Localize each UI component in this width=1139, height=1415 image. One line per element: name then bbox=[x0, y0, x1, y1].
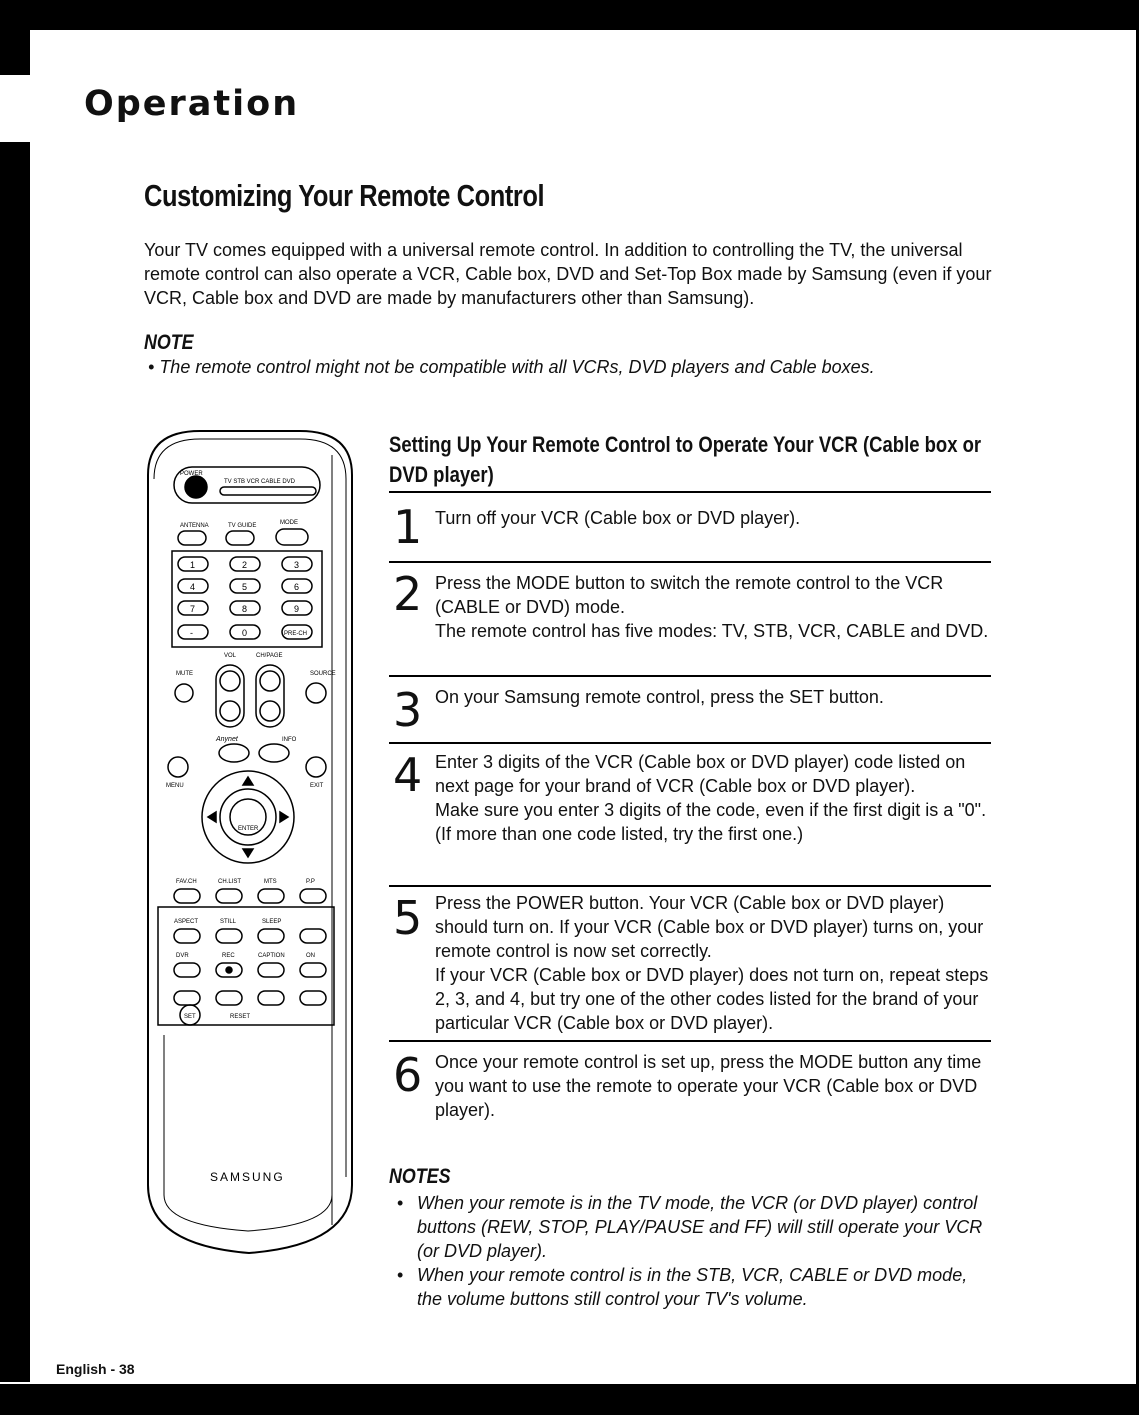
digit-4: 4 bbox=[190, 582, 196, 592]
favch-button bbox=[174, 889, 200, 903]
step-number: 6 bbox=[393, 1048, 423, 1102]
chlist-label: CH.LIST bbox=[218, 879, 242, 885]
rew-button bbox=[174, 991, 200, 1005]
anynet-button bbox=[219, 744, 249, 762]
step-4 bbox=[389, 742, 991, 882]
step-line: Press the MODE button to switch the remote control to the VCR (CABLE or DVD) mode. bbox=[435, 573, 944, 617]
digit-6: 6 bbox=[294, 582, 300, 592]
remote-control-illustration bbox=[140, 425, 358, 1255]
remote-control-svg bbox=[140, 425, 358, 1255]
play-pause-button bbox=[258, 991, 284, 1005]
step-divider bbox=[389, 561, 991, 563]
step-2 bbox=[389, 561, 991, 671]
step-text bbox=[435, 1050, 991, 1122]
tvguide-label: TV GUIDE bbox=[228, 523, 257, 529]
digit-8: 8 bbox=[242, 604, 248, 614]
ch-up-icon bbox=[260, 671, 280, 691]
digit-dash: - bbox=[190, 628, 193, 638]
step-number: 5 bbox=[393, 891, 423, 945]
sleep-button bbox=[258, 929, 284, 943]
note-label: NOTE bbox=[144, 331, 194, 354]
volume-rocker bbox=[216, 665, 244, 727]
favch-label: FAV.CH bbox=[176, 879, 197, 885]
exit-label: EXIT bbox=[310, 783, 324, 789]
mute-button bbox=[175, 684, 193, 702]
step-text bbox=[435, 891, 991, 1035]
mode-button bbox=[276, 529, 308, 545]
digit-3: 3 bbox=[294, 560, 300, 570]
down-small-button bbox=[300, 963, 326, 977]
pp-button bbox=[300, 889, 326, 903]
stop-button bbox=[216, 991, 242, 1005]
step-line: Press the POWER button. Your VCR (Cable box or DVD player) should turn on. If your VCR (Cable box or DVD player) turns on, your remote control is now set correctly. bbox=[435, 893, 984, 961]
tvguide-button bbox=[226, 531, 254, 545]
still-label: STILL bbox=[220, 919, 237, 925]
step-divider bbox=[389, 675, 991, 677]
arrow-right-icon bbox=[280, 812, 288, 822]
prech-label: PRE-CH bbox=[284, 631, 308, 637]
antenna-label: ANTENNA bbox=[180, 523, 209, 529]
info-label: INFO bbox=[282, 737, 297, 743]
section-title: Operation bbox=[84, 84, 300, 124]
step-line: Turn off your VCR (Cable box or DVD player). bbox=[435, 508, 801, 528]
left-border bbox=[0, 142, 30, 1382]
mode-indicator bbox=[220, 487, 316, 495]
step-number: 2 bbox=[393, 567, 423, 621]
sleep-label: SLEEP bbox=[262, 919, 282, 925]
menu-label: MENU bbox=[166, 783, 184, 789]
digit-5: 5 bbox=[242, 582, 248, 592]
intro-paragraph: Your TV comes equipped with a universal remote control. In addition to controlling the TV, the universal remote control can also operate a VCR, Cable box, DVD and Set-Top Box made by Samsung (even if your VCR, Cable box and DVD are made by manufacturers other than Samsung). bbox=[144, 240, 992, 308]
dvr-label: DVR bbox=[176, 953, 189, 959]
exit-button bbox=[306, 757, 326, 777]
top-border bbox=[0, 0, 1139, 30]
heading-rule bbox=[389, 491, 991, 493]
arrow-left-icon bbox=[208, 812, 216, 822]
step-divider bbox=[389, 1040, 991, 1042]
antenna-button bbox=[178, 531, 206, 545]
step-5 bbox=[389, 885, 991, 1035]
mode-button-label: MODE bbox=[280, 520, 298, 526]
step-3 bbox=[389, 675, 991, 735]
step-line: Once your remote control is set up, press the MODE button any time you want to use the remote to operate your VCR (Cable box or DVD player). bbox=[435, 1052, 982, 1120]
step-line: If your VCR (Cable box or DVD player) does not turn on, repeat steps 2, 3, and 4, but try one of the other codes listed for the brand of your particular VCR (Cable box or DVD player). bbox=[435, 965, 989, 1033]
step-text bbox=[435, 571, 991, 643]
step-number: 1 bbox=[393, 500, 423, 554]
step-line: Enter 3 digits of the VCR (Cable box or DVD player) code listed on next page for your brand of VCR (Cable box or DVD player). bbox=[435, 752, 966, 796]
step-text bbox=[435, 685, 991, 709]
digit-7: 7 bbox=[190, 604, 196, 614]
menu-button bbox=[168, 757, 188, 777]
reset-label: RESET bbox=[230, 1014, 251, 1020]
info-button bbox=[259, 744, 289, 762]
notes-label: NOTES bbox=[389, 1165, 451, 1188]
samsung-logo: SAMSUNG bbox=[210, 1170, 285, 1184]
step-text bbox=[435, 750, 991, 846]
set-label: SET bbox=[184, 1014, 196, 1020]
step-line: The remote control has five modes: TV, STB, VCR, CABLE and DVD. bbox=[435, 621, 989, 641]
vol-down-icon bbox=[220, 701, 240, 721]
mute-label: MUTE bbox=[176, 671, 193, 677]
step-number: 4 bbox=[393, 748, 423, 802]
note-text-body: The remote control might not be compatible with all VCRs, DVD players and Cable boxes. bbox=[159, 357, 875, 377]
enter-label: ENTER bbox=[238, 826, 259, 832]
mode-labels: TV STB VCR CABLE DVD bbox=[224, 479, 296, 485]
on-label: ON bbox=[306, 953, 315, 959]
aspect-label: ASPECT bbox=[174, 919, 199, 925]
caption-label: CAPTION bbox=[258, 953, 285, 959]
mts-label: MTS bbox=[264, 879, 277, 885]
aspect-button bbox=[174, 929, 200, 943]
power-button bbox=[185, 476, 207, 498]
setup-heading: Setting Up Your Remote Control to Operate Your VCR (Cable box or DVD player) bbox=[389, 432, 982, 487]
step-number: 3 bbox=[393, 683, 423, 737]
channel-rocker bbox=[256, 665, 284, 727]
source-label: SOURCE bbox=[310, 671, 336, 677]
up-small-button bbox=[300, 929, 326, 943]
ff-button bbox=[300, 991, 326, 1005]
step-line: Make sure you enter 3 digits of the code, even if the first digit is a "0". (If more than one code listed, try the first one.) bbox=[435, 800, 987, 844]
anynet-label: Anynet bbox=[216, 736, 238, 743]
page-footer: English - 38 bbox=[56, 1361, 135, 1377]
arrow-up-icon bbox=[243, 777, 253, 785]
rec-label: REC bbox=[222, 953, 235, 959]
chlist-button bbox=[216, 889, 242, 903]
caption-button bbox=[258, 963, 284, 977]
setup-section bbox=[389, 430, 991, 1120]
notes-list bbox=[393, 1191, 993, 1311]
step-divider bbox=[389, 885, 991, 887]
chpage-label: CH/PAGE bbox=[256, 653, 283, 659]
mts-button bbox=[258, 889, 284, 903]
page-title: Customizing Your Remote Control bbox=[144, 178, 545, 213]
dvr-button bbox=[174, 963, 200, 977]
digit-2: 2 bbox=[242, 560, 248, 570]
step-divider bbox=[389, 742, 991, 744]
note-text: • The remote control might not be compatible with all VCRs, DVD players and Cable boxes. bbox=[148, 357, 875, 377]
still-button bbox=[216, 929, 242, 943]
step-1 bbox=[389, 502, 991, 562]
note-item: • When your remote is in the TV mode, the VCR (or DVD player) control buttons (REW, STOP, PLAY/PAUSE and FF) will still operate your VCR (or DVD player). bbox=[393, 1191, 993, 1263]
digit-1: 1 bbox=[190, 560, 196, 570]
pp-label: P.P bbox=[306, 879, 315, 885]
bottom-border bbox=[0, 1384, 1139, 1415]
power-label: POWER bbox=[180, 471, 203, 477]
note-item: • When your remote control is in the STB, VCR, CABLE or DVD mode, the volume buttons still control your TV's volume. bbox=[393, 1263, 993, 1311]
step-line: On your Samsung remote control, press the SET button. bbox=[435, 687, 884, 707]
left-border-tab bbox=[0, 30, 30, 75]
digit-9: 9 bbox=[294, 604, 300, 614]
slide-cover bbox=[164, 1035, 332, 1231]
ch-down-icon bbox=[260, 701, 280, 721]
arrow-down-icon bbox=[243, 849, 253, 857]
step-text bbox=[435, 506, 991, 530]
step-6 bbox=[389, 1040, 991, 1130]
digit-0: 0 bbox=[242, 628, 248, 638]
source-button bbox=[306, 683, 326, 703]
vol-label: VOL bbox=[224, 653, 237, 659]
vol-up-icon bbox=[220, 671, 240, 691]
